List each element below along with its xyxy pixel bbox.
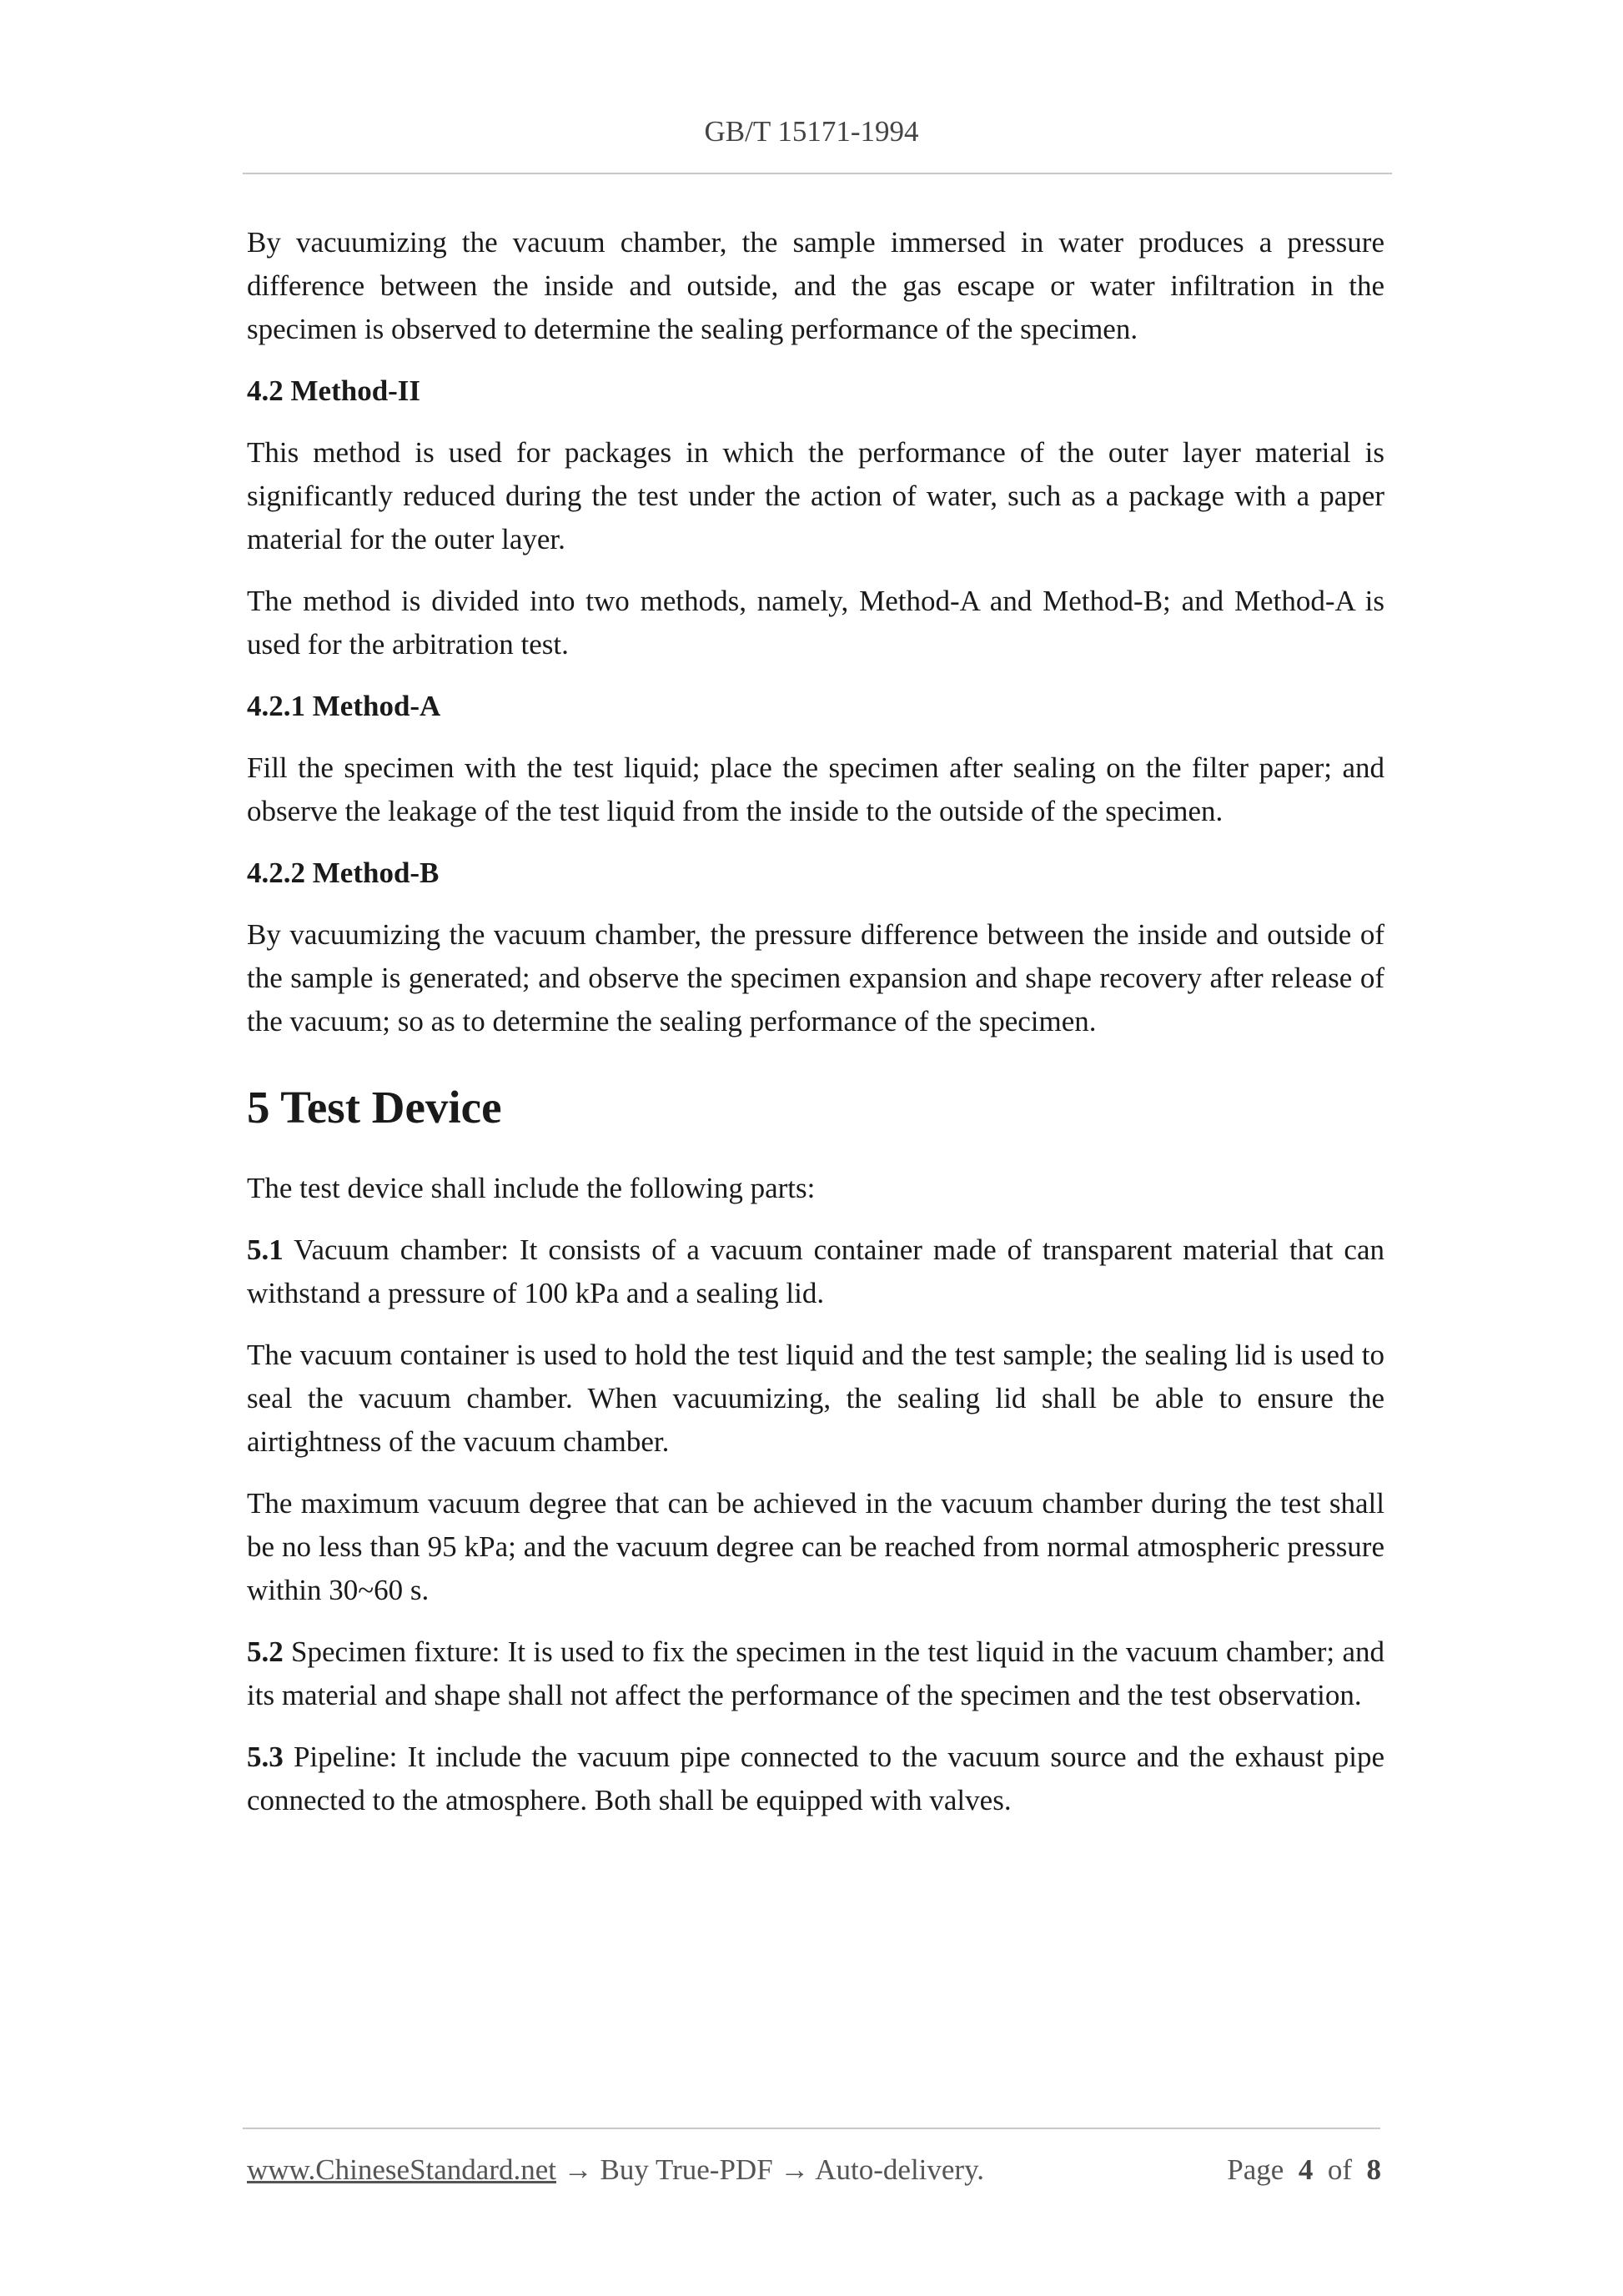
clause-5-2-number: 5.2 xyxy=(247,1635,284,1668)
current-page-number: 4 xyxy=(1298,2153,1314,2186)
clause-5-1-text: Vacuum chamber: It consists of a vacuum container made of transparent material that can withstand a pressure of 100 kPa and a sealing lid. xyxy=(247,1233,1384,1309)
clause-5-3-number: 5.3 xyxy=(247,1741,284,1773)
paragraph-5-1-c: The maximum vacuum degree that can be achieved in the vacuum chamber during the test shall be no less than 95 kPa; and the vacuum degree can be reached from normal atmospheric pressure within 30~60 s. xyxy=(247,1487,1384,1606)
document-body xyxy=(247,221,1384,1822)
buy-true-pdf-text: Buy True-PDF xyxy=(600,2153,773,2186)
heading-4-2-1: 4.2.1 Method-A xyxy=(247,690,441,722)
footer-divider xyxy=(243,2128,1380,2129)
clause-5-1 xyxy=(247,1228,1384,1315)
clause-5-2-text: Specimen fixture: It is used to fix the specimen in the test liquid in the vacuum chamber; and its material and shape shall not affect the performance of the specimen and the test observation. xyxy=(247,1635,1384,1711)
clause-5-3 xyxy=(247,1736,1384,1822)
page-header: GB/T 15171-1994 xyxy=(704,115,919,148)
paragraph-4-2-b: The method is divided into two methods, namely, Method-A and Method-B; and Method-A is used for the arbitration test. xyxy=(247,585,1384,661)
arrow-right-icon: → xyxy=(780,2153,810,2186)
page-indicator xyxy=(1227,2150,1381,2190)
paragraph-4-2-a: This method is used for packages in which the performance of the outer layer material is significantly reduced during the test under the action of water, such as a package with a paper material for the outer layer. xyxy=(247,436,1384,555)
paragraph-intro: By vacuumizing the vacuum chamber, the sample immersed in water produces a pressure difference between the inside and outside, and the gas escape or water infiltration in the specimen is observed to determine the sealing performance of the specimen. xyxy=(247,226,1384,345)
page-label: Page xyxy=(1227,2153,1284,2186)
paragraph-5-intro: The test device shall include the following parts: xyxy=(247,1172,816,1204)
clause-5-3-text: Pipeline: It include the vacuum pipe connected to the vacuum source and the exhaust pipe connected to the atmosphere. Both shall be equipped with valves. xyxy=(247,1741,1384,1816)
clause-5-1-number: 5.1 xyxy=(247,1233,284,1266)
of-label: of xyxy=(1327,2153,1352,2186)
total-pages-number: 8 xyxy=(1366,2153,1381,2186)
footer-promo xyxy=(247,2150,984,2190)
paragraph-5-1-b: The vacuum container is used to hold the test liquid and the test sample; the sealing lid is used to seal the vacuum chamber. When vacuumizing, the sealing lid shall be able to ensure the airtightness of the vacuum chamber. xyxy=(247,1339,1384,1458)
website-link[interactable]: www.ChineseStandard.net xyxy=(247,2153,556,2186)
auto-delivery-text: Auto-delivery. xyxy=(815,2153,985,2186)
heading-section-5: 5 Test Device xyxy=(247,1082,502,1133)
header-divider xyxy=(243,173,1392,174)
heading-4-2: 4.2 Method-II xyxy=(247,374,421,407)
paragraph-4-2-1: Fill the specimen with the test liquid; place the specimen after sealing on the filter paper; and observe the leakage of the test liquid from the inside to the outside of the specimen. xyxy=(247,751,1384,827)
paragraph-4-2-2: By vacuumizing the vacuum chamber, the pressure difference between the inside and outside of the sample is generated; and observe the specimen expansion and shape recovery after release of the vacuum; so as to determine the sealing performance of the specimen. xyxy=(247,918,1384,1037)
heading-4-2-2: 4.2.2 Method-B xyxy=(247,857,440,889)
arrow-right-icon: → xyxy=(563,2153,593,2186)
clause-5-2 xyxy=(247,1630,1384,1717)
